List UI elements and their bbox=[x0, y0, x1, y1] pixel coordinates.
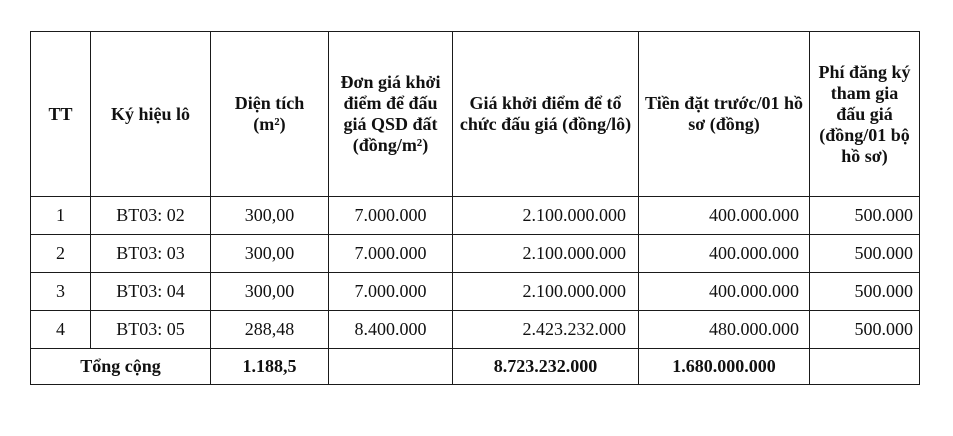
total-area: 1.188,5 bbox=[211, 349, 329, 385]
total-unit-price bbox=[329, 349, 453, 385]
cell-starting-price: 2.423.232.000 bbox=[453, 311, 639, 349]
cell-deposit: 400.000.000 bbox=[639, 273, 810, 311]
cell-area: 300,00 bbox=[211, 197, 329, 235]
table-row bbox=[31, 235, 920, 273]
cell-lot-code: BT03: 02 bbox=[91, 197, 211, 235]
cell-starting-price: 2.100.000.000 bbox=[453, 273, 639, 311]
cell-registration-fee: 500.000 bbox=[810, 273, 920, 311]
cell-starting-price: 2.100.000.000 bbox=[453, 235, 639, 273]
cell-unit-price: 8.400.000 bbox=[329, 311, 453, 349]
total-deposit: 1.680.000.000 bbox=[639, 349, 810, 385]
header-starting-price: Giá khởi điểm để tổ chức đấu giá (đồng/lô) bbox=[453, 32, 639, 197]
cell-unit-price: 7.000.000 bbox=[329, 197, 453, 235]
header-lot-code: Ký hiệu lô bbox=[91, 32, 211, 197]
cell-unit-price: 7.000.000 bbox=[329, 273, 453, 311]
cell-tt: 2 bbox=[31, 235, 91, 273]
header-deposit: Tiền đặt trước/01 hồ sơ (đồng) bbox=[639, 32, 810, 197]
total-row bbox=[31, 349, 920, 385]
header-unit-price: Đơn giá khởi điểm để đấu giá QSD đất (đồng/m²) bbox=[329, 32, 453, 197]
cell-area: 288,48 bbox=[211, 311, 329, 349]
total-registration-fee bbox=[810, 349, 920, 385]
table-row bbox=[31, 311, 920, 349]
header-tt: TT bbox=[31, 32, 91, 197]
auction-lot-table bbox=[30, 31, 920, 385]
cell-starting-price: 2.100.000.000 bbox=[453, 197, 639, 235]
cell-lot-code: BT03: 05 bbox=[91, 311, 211, 349]
cell-deposit: 400.000.000 bbox=[639, 235, 810, 273]
cell-unit-price: 7.000.000 bbox=[329, 235, 453, 273]
table-row bbox=[31, 197, 920, 235]
header-row bbox=[31, 32, 920, 197]
cell-registration-fee: 500.000 bbox=[810, 311, 920, 349]
total-label: Tổng cộng bbox=[31, 349, 211, 385]
cell-lot-code: BT03: 03 bbox=[91, 235, 211, 273]
total-starting-price: 8.723.232.000 bbox=[453, 349, 639, 385]
cell-deposit: 400.000.000 bbox=[639, 197, 810, 235]
cell-deposit: 480.000.000 bbox=[639, 311, 810, 349]
cell-area: 300,00 bbox=[211, 273, 329, 311]
cell-tt: 4 bbox=[31, 311, 91, 349]
cell-tt: 1 bbox=[31, 197, 91, 235]
cell-registration-fee: 500.000 bbox=[810, 235, 920, 273]
header-area: Diện tích (m²) bbox=[211, 32, 329, 197]
cell-area: 300,00 bbox=[211, 235, 329, 273]
cell-registration-fee: 500.000 bbox=[810, 197, 920, 235]
table-row bbox=[31, 273, 920, 311]
cell-lot-code: BT03: 04 bbox=[91, 273, 211, 311]
header-registration-fee: Phí đăng ký tham gia đấu giá (đồng/01 bộ hồ sơ) bbox=[810, 32, 920, 197]
cell-tt: 3 bbox=[31, 273, 91, 311]
